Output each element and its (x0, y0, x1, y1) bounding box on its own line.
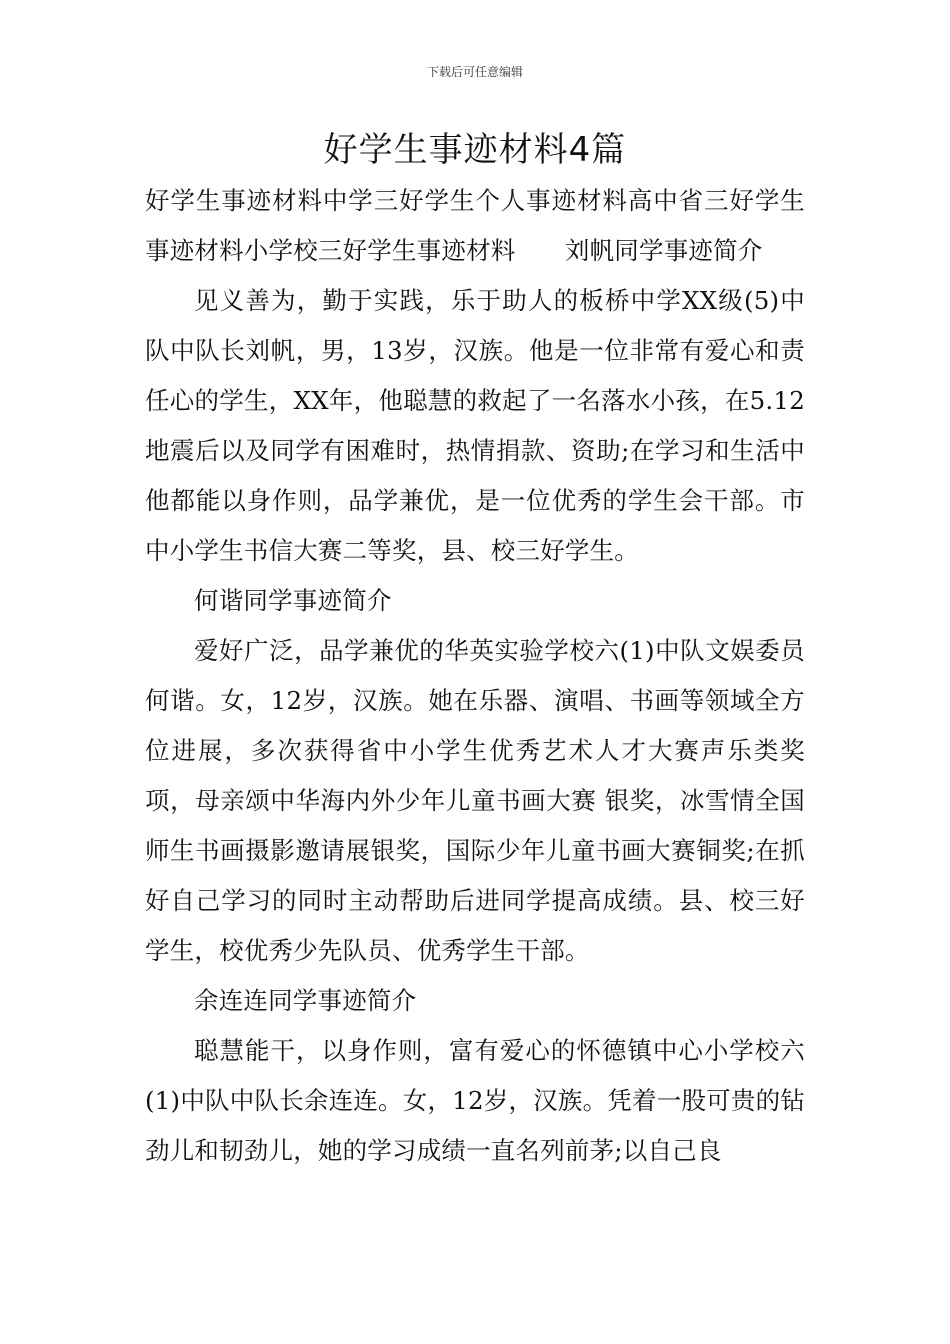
subheading-yu-lianlian: 余连连同学事迹简介 (194, 986, 417, 1015)
paragraph-he-xie: 爱好广泛，品学兼优的华英实验学校六(1)中队文娱委员何谐。女，12岁，汉族。她在乐器、演唱、书画等领域全方位进展，多次获得省中小学生优秀艺术人才大赛声乐类奖项，母亲颂中华海内外少年儿童书画大赛 银奖，冰雪情全国师生书画摄影邀请展银奖，国际少年儿童书画大赛铜奖;在抓好自己学习的同时主动帮助后进同学提高成绩。县、校三好学生，校优秀少先队员、优秀学生干部。 (145, 636, 805, 965)
paragraph-liu-fan: 见义善为，勤于实践，乐于助人的板桥中学XX级(5)中队中队长刘帆，男，13岁，汉族。他是一位非常有爱心和责任心的学生，XX年，他聪慧的救起了一名落水小孩，在5.12地震后以及同学有困难时，热情捐款、资助;在学习和生活中他都能以身作则，品学兼优，是一位优秀的学生会干部。市中小学生书信大赛二等奖，县、校三好学生。 (145, 286, 805, 565)
paragraph-yu-lianlian: 聪慧能干，以身作则，富有爱心的怀德镇中心小学校六(1)中队中队长余连连。女，12岁，汉族。凭着一股可贵的钻劲儿和韧劲儿，她的学习成绩一直名列前茅;以自己良 (145, 1036, 805, 1165)
document-body (145, 176, 805, 1176)
header-note: 下载后可任意编辑 (426, 65, 523, 79)
intro-paragraph: 好学生事迹材料中学三好学生个人事迹材料高中省三好学生事迹材料小学校三好学生事迹材料 刘帆同学事迹简介 (145, 186, 805, 265)
subheading-he-xie: 何谐同学事迹简介 (194, 586, 392, 615)
document-title: 好学生事迹材料4篇 (323, 130, 627, 170)
